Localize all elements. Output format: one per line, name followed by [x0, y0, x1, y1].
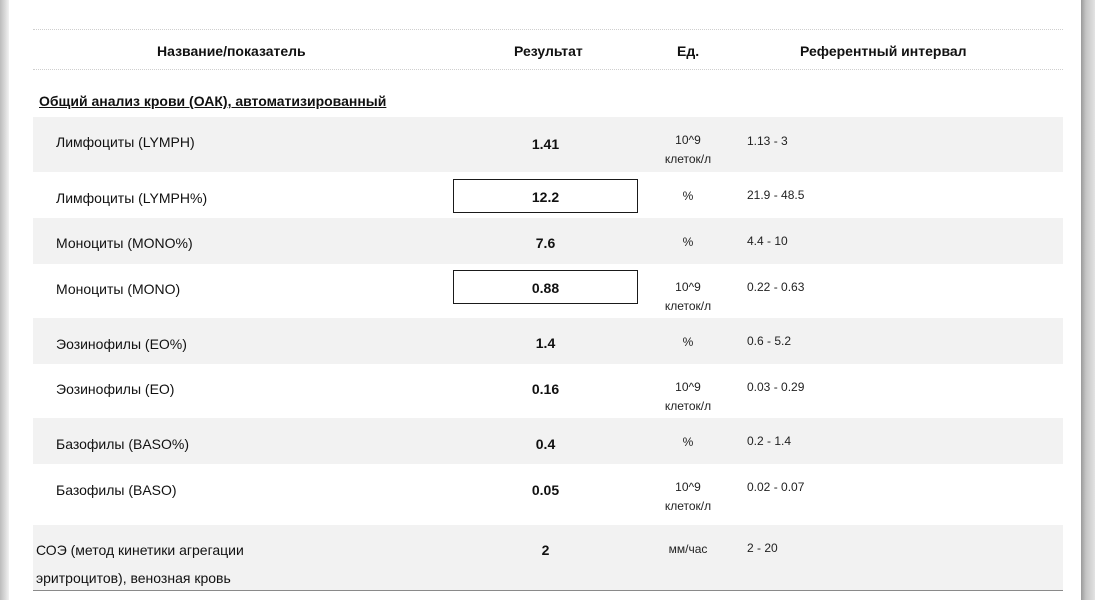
row-result: 1.41 [531, 136, 560, 152]
row-reference: 2 - 20 [747, 541, 778, 555]
row-unit: % [682, 435, 694, 449]
row-unit: мм/час [668, 542, 708, 556]
row-unit: 10^9 клеток/л [664, 280, 712, 313]
document-left-edge [0, 0, 9, 600]
row-result-flagged: 0.88 [453, 270, 638, 304]
header-reference: Референтный интервал [800, 43, 967, 59]
table-row [33, 172, 1063, 218]
table-bottom-rule [33, 590, 1063, 591]
row-name: Моноциты (MONO%) [56, 235, 193, 251]
row-unit: % [682, 235, 694, 249]
header-bottom-divider [33, 69, 1063, 70]
row-name: Эозинофилы (EO) [56, 381, 175, 397]
row-reference: 0.6 - 5.2 [747, 334, 792, 348]
row-unit: % [682, 335, 694, 349]
row-name: Моноциты (MONO) [56, 281, 181, 297]
table-row [33, 264, 1063, 318]
section-title: Общий анализ крови (ОАК), автоматизированный [39, 93, 387, 109]
table-row [33, 218, 1063, 264]
table-row [33, 117, 1063, 172]
table-row [33, 418, 1063, 464]
row-unit: % [682, 189, 694, 203]
row-unit: 10^9 клеток/л [664, 133, 712, 166]
row-name: Эозинофилы (EO%) [56, 336, 187, 352]
row-reference: 1.13 - 3 [747, 134, 788, 148]
header-result: Результат [514, 43, 583, 59]
header-unit: Ед. [677, 43, 700, 59]
row-reference: 0.02 - 0.07 [747, 480, 805, 494]
row-result: 1.4 [535, 335, 556, 351]
table-row-esr [33, 525, 1063, 590]
row-reference: 21.9 - 48.5 [747, 188, 805, 202]
row-result: 7.6 [535, 235, 556, 251]
row-reference: 0.2 - 1.4 [747, 434, 792, 448]
row-name: Лимфоциты (LYMPH) [56, 134, 195, 150]
row-name: Базофилы (BASO) [56, 482, 177, 498]
header-name: Название/показатель [157, 43, 306, 59]
document-page [9, 0, 1081, 600]
row-result: 0.4 [535, 436, 556, 452]
row-unit: 10^9 клеток/л [664, 380, 712, 413]
row-name: Базофилы (BASO%) [56, 436, 189, 452]
row-reference: 4.4 - 10 [747, 234, 788, 248]
table-header [9, 30, 1081, 70]
row-result: 2 [541, 542, 550, 558]
table-row [33, 464, 1063, 525]
row-reference: 0.03 - 0.29 [747, 380, 805, 394]
document-right-edge [1081, 0, 1095, 600]
row-unit: 10^9 клеток/л [664, 480, 712, 513]
row-result: 0.16 [531, 381, 560, 397]
row-reference: 0.22 - 0.63 [747, 280, 805, 294]
table-row [33, 318, 1063, 364]
row-result: 0.05 [531, 482, 560, 498]
table-row [33, 364, 1063, 418]
row-result-flagged: 12.2 [453, 179, 638, 213]
row-name: СОЭ (метод кинетики агрегации эритроцитов), венозная кровь [36, 542, 244, 586]
row-name: Лимфоциты (LYMPH%) [56, 190, 208, 206]
